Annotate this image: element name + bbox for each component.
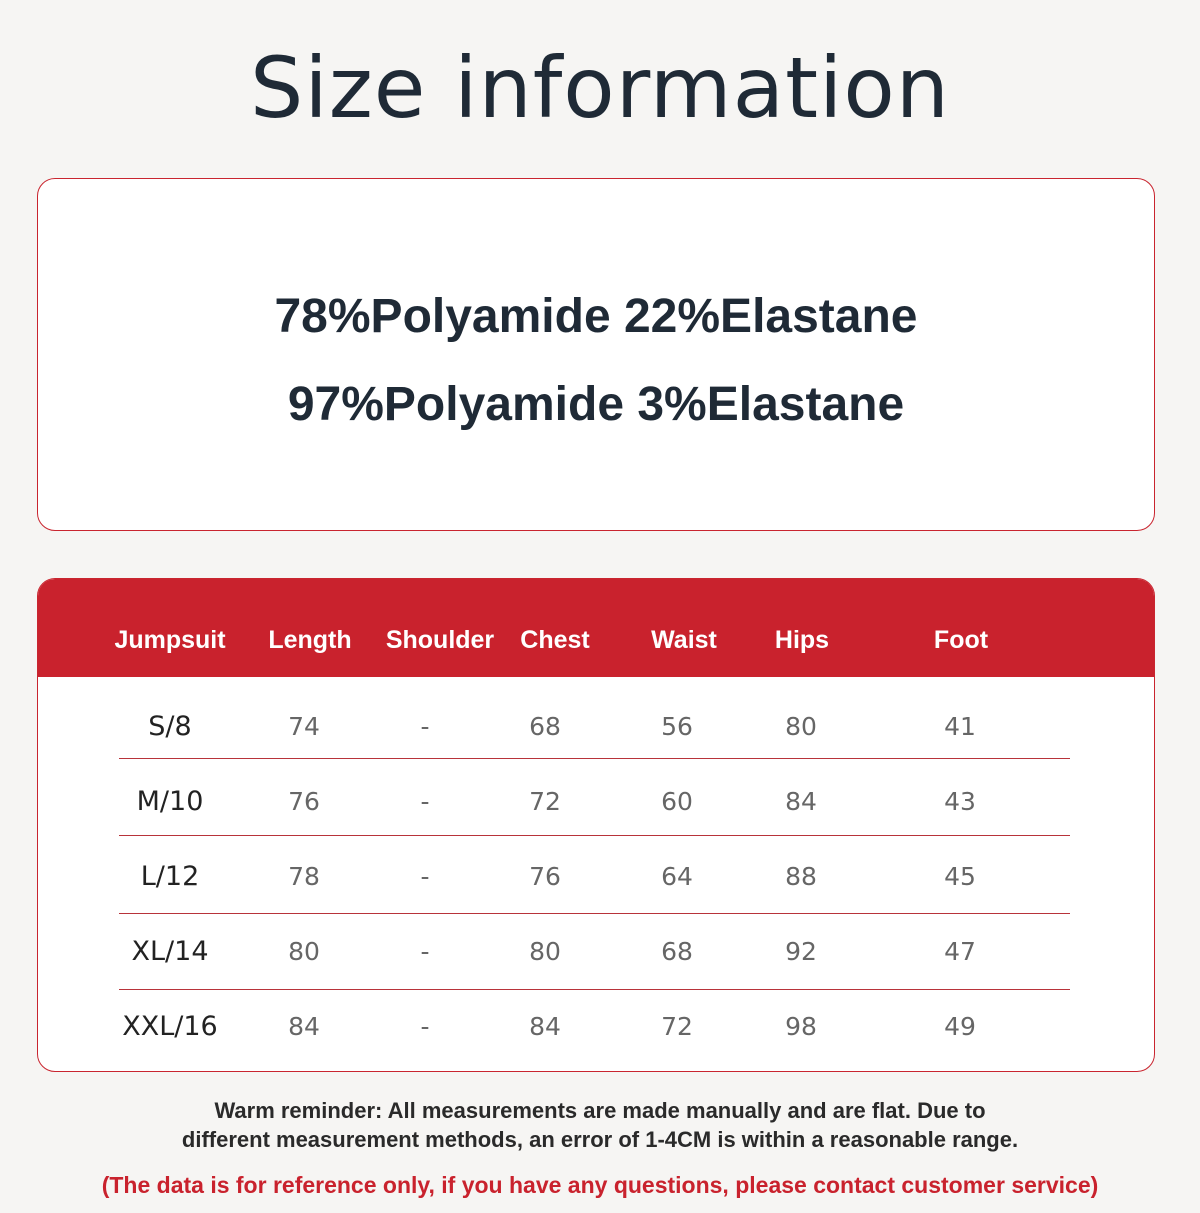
warm-reminder xyxy=(0,1096,1200,1154)
cell-size: M/10 xyxy=(136,786,204,817)
cell-hips: 84 xyxy=(785,787,817,816)
cell-length: 74 xyxy=(288,712,320,741)
cell-shoulder: - xyxy=(420,712,430,741)
cell-length: 78 xyxy=(288,862,320,891)
header-length: Length xyxy=(268,626,352,654)
reminder-line-1: Warm reminder: All measurements are made manually and are flat. Due to xyxy=(214,1098,986,1123)
header-jumpsuit: Jumpsuit xyxy=(114,626,226,654)
row-divider xyxy=(119,758,1070,759)
header-chest: Chest xyxy=(520,626,590,654)
cell-chest: 76 xyxy=(529,862,561,891)
table-row xyxy=(38,839,1154,915)
cell-hips: 80 xyxy=(785,712,817,741)
row-divider xyxy=(119,835,1070,836)
material-line-2: 97%Polyamide 3%Elastane xyxy=(287,378,905,431)
header-waist: Waist xyxy=(651,626,717,654)
cell-foot: 49 xyxy=(944,1012,976,1041)
cell-hips: 92 xyxy=(785,937,817,966)
cell-chest: 84 xyxy=(529,1012,561,1041)
table-row xyxy=(38,989,1154,1065)
cell-foot: 43 xyxy=(944,787,976,816)
cell-foot: 41 xyxy=(944,712,976,741)
cell-chest: 72 xyxy=(529,787,561,816)
cell-size: XXL/16 xyxy=(122,1011,218,1042)
cell-waist: 56 xyxy=(661,712,693,741)
cell-size: L/12 xyxy=(140,861,200,892)
cell-hips: 98 xyxy=(785,1012,817,1041)
cell-foot: 45 xyxy=(944,862,976,891)
cell-foot: 47 xyxy=(944,937,976,966)
cell-waist: 64 xyxy=(661,862,693,891)
reminder-line-2: different measurement methods, an error of 1-4CM is within a reasonable range. xyxy=(181,1127,1019,1152)
cell-shoulder: - xyxy=(420,787,430,816)
cell-shoulder: - xyxy=(420,1012,430,1041)
cell-shoulder: - xyxy=(420,937,430,966)
reference-note: (The data is for reference only, if you have any questions, please contact customer service) xyxy=(101,1172,1099,1198)
cell-length: 84 xyxy=(288,1012,320,1041)
material-line-1: 78%Polyamide 22%Elastane xyxy=(274,290,918,343)
table-row xyxy=(38,689,1154,765)
table-row xyxy=(38,914,1154,990)
cell-chest: 68 xyxy=(529,712,561,741)
table-row xyxy=(38,764,1154,840)
cell-hips: 88 xyxy=(785,862,817,891)
cell-length: 80 xyxy=(288,937,320,966)
size-table-header xyxy=(38,579,1154,677)
cell-length: 76 xyxy=(288,787,320,816)
cell-size: S/8 xyxy=(148,711,192,742)
header-hips: Hips xyxy=(774,626,830,654)
cell-size: XL/14 xyxy=(131,936,209,967)
cell-waist: 68 xyxy=(661,937,693,966)
header-foot: Foot xyxy=(933,626,989,654)
page-title: Size information xyxy=(250,39,950,137)
cell-waist: 60 xyxy=(661,787,693,816)
size-table xyxy=(37,578,1155,1072)
cell-waist: 72 xyxy=(661,1012,693,1041)
cell-chest: 80 xyxy=(529,937,561,966)
material-composition-box xyxy=(37,178,1155,531)
cell-shoulder: - xyxy=(420,862,430,891)
header-shoulder: Shoulder xyxy=(385,626,495,654)
